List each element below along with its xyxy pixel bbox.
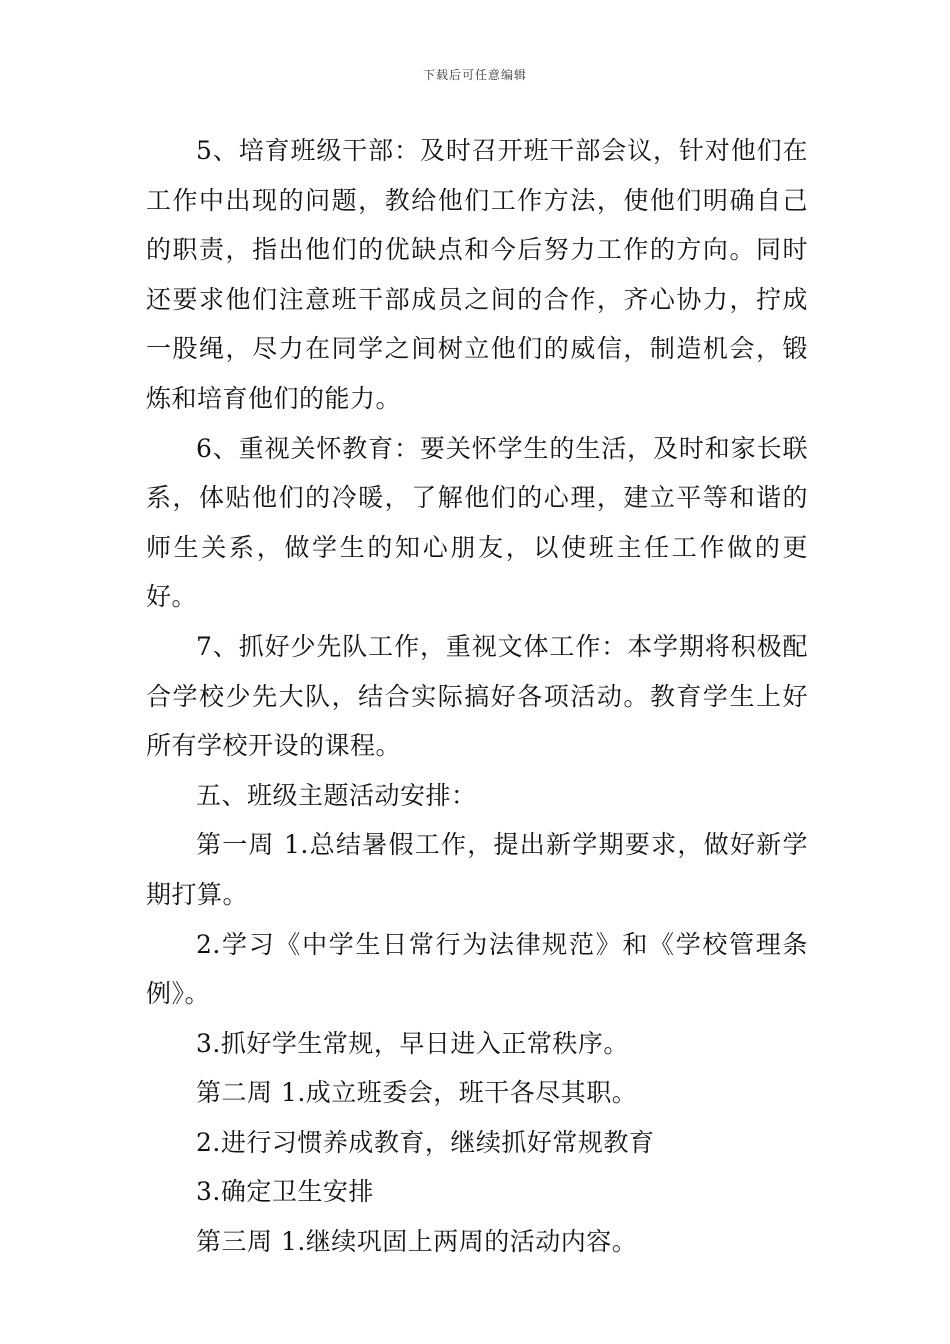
week1-item2: 2.学习《中学生日常行为法律规范》和《学校管理条例》。	[146, 929, 808, 1009]
document-body	[146, 126, 808, 1267]
section-heading-theme-activities: 五、班级主题活动安排：	[196, 780, 477, 810]
week2-item2: 2.进行习惯养成教育，继续抓好常规教育	[196, 1127, 655, 1157]
week3-item1: 第三周 1.继续巩固上两周的活动内容。	[196, 1227, 638, 1257]
week2-item1: 第二周 1.成立班委会，班干各尽其职。	[196, 1078, 638, 1108]
paragraph-cadre-training: 5、培育班级干部：及时召开班干部会议，针对他们在工作中出现的问题，教给他们工作方法，使他们明确自己的职责，指出他们的优缺点和今后努力工作的方向。同时还要求他们注意班干部成员之间的合作，齐心协力，拧成一股绳，尽力在同学之间树立他们的威信，制造机会，锻炼和培育他们的能力。	[146, 136, 808, 413]
week1-item3: 3.抓好学生常规，早日进入正常秩序。	[196, 1028, 629, 1058]
paragraph-young-pioneers: 7、抓好少先队工作，重视文体工作：本学期将积极配合学校少先大队，结合实际搞好各项活动。教育学生上好所有学校开设的课程。	[146, 631, 808, 761]
week2-item3: 3.确定卫生安排	[196, 1177, 374, 1207]
header-note: 下载后可任意编辑	[422, 68, 527, 82]
paragraph-care-education: 6、重视关怀教育：要关怀学生的生活，及时和家长联系，体贴他们的冷暖，了解他们的心理，建立平等和谐的师生关系，做学生的知心朋友，以使班主任工作做的更好。	[146, 433, 808, 612]
week1-item1: 第一周 1.总结暑假工作，提出新学期要求，做好新学期打算。	[146, 830, 808, 909]
